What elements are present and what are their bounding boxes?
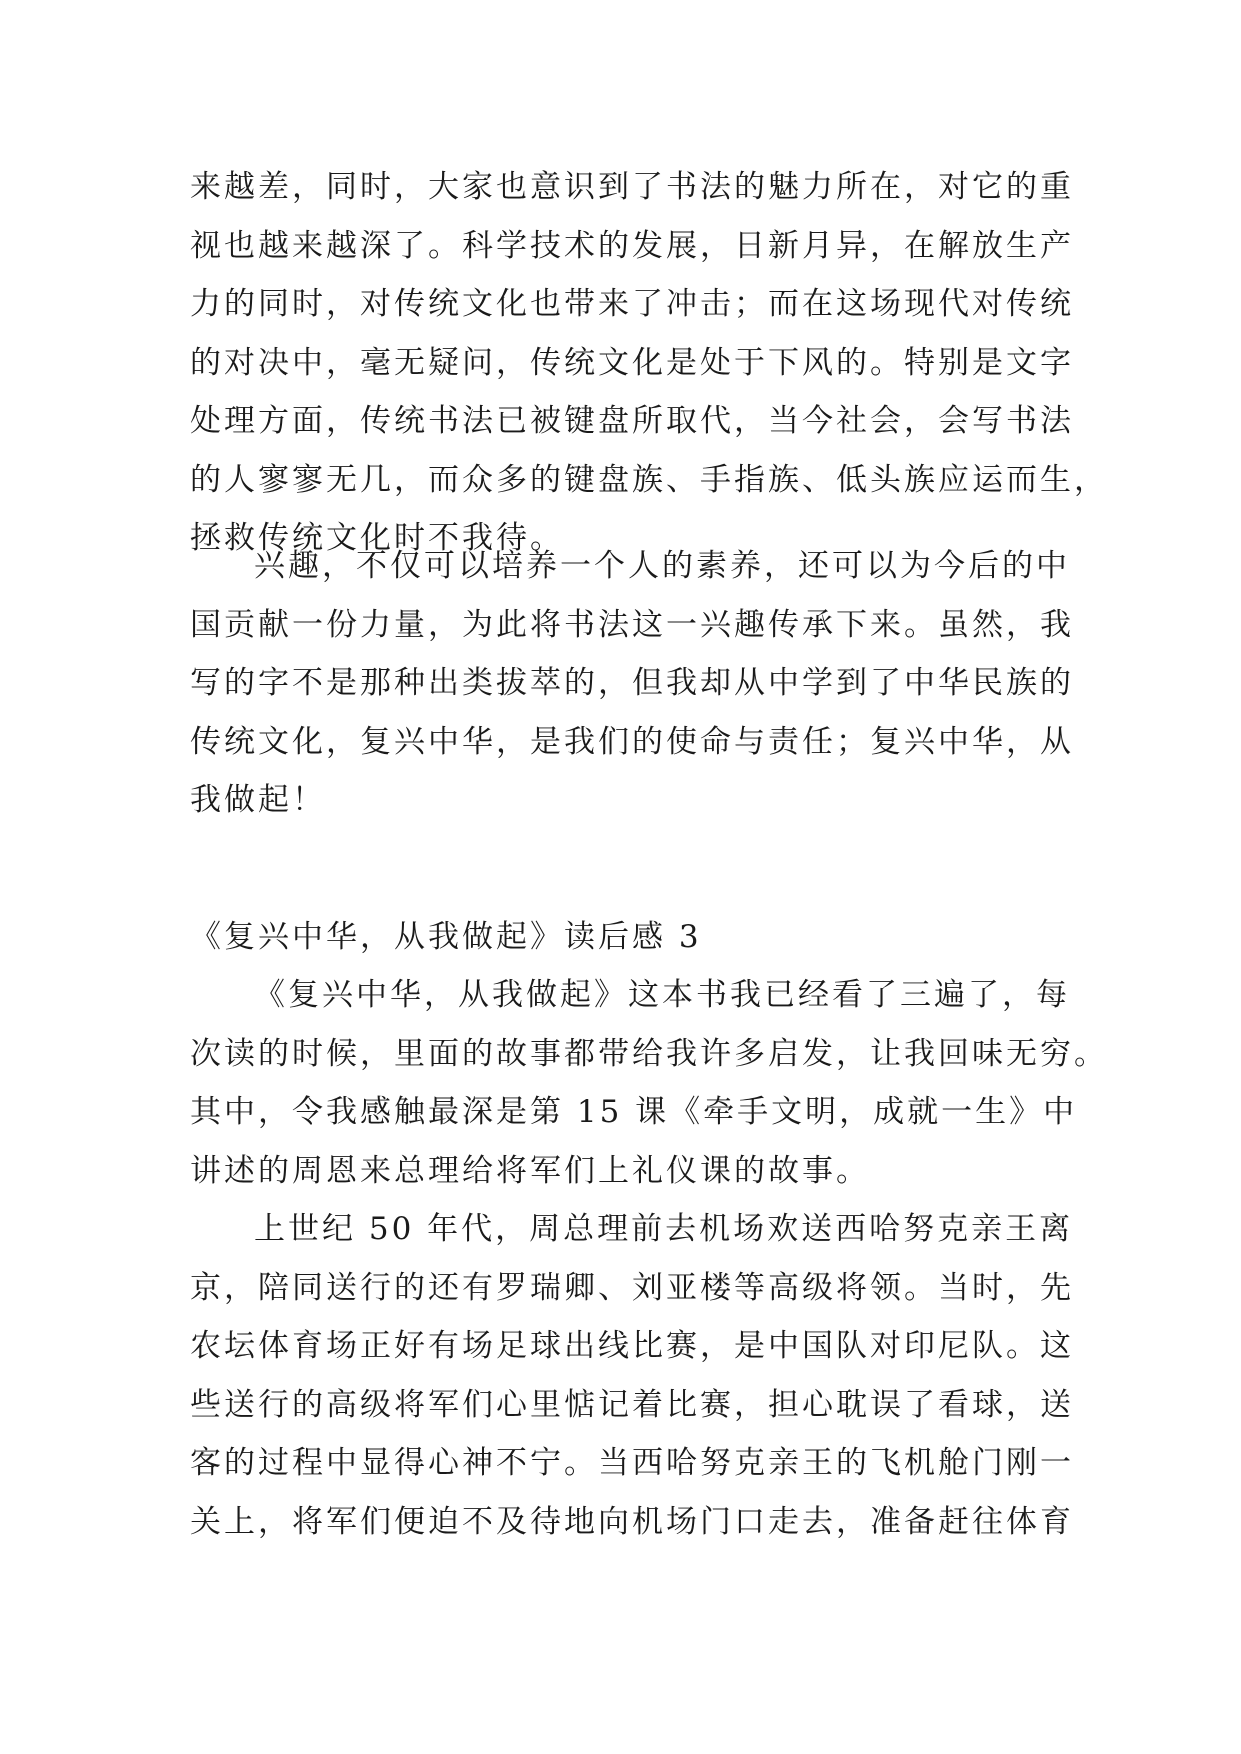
paragraph-calligraphy-continuation [190, 158, 1108, 568]
text-line: 关上，将军们便迫不及待地向机场门口走去，准备赶往体育 [190, 1503, 1074, 1540]
text-line: 上世纪 50 年代，周总理前去机场欢送西哈努克亲王离 [254, 1211, 1074, 1247]
text-line: 的人寥寥无几，而众多的键盘族、手指族、低头族应运而生， [190, 461, 1108, 498]
text-line: 视也越来越深了。科学技术的发展，日新月异，在解放生产 [190, 227, 1074, 264]
text-line: 客的过程中显得心神不宁。当西哈努克亲王的飞机舱门刚一 [190, 1445, 1074, 1481]
text-line: 写的字不是那种出类拔萃的，但我却从中学到了中华民族的 [190, 665, 1074, 701]
text-line: 力的同时，对传统文化也带来了冲击；而在这场现代对传统 [190, 286, 1074, 322]
text-line: 我做起！ [190, 782, 326, 818]
text-line: 传统文化，复兴中华，是我们的使命与责任；复兴中华，从 [190, 723, 1074, 760]
text-line: 讲述的周恩来总理给将军们上礼仪课的故事。 [190, 1152, 870, 1189]
text-line: 兴趣，不仅可以培养一个人的素养，还可以为今后的中 [254, 548, 1070, 584]
text-line: 农坛体育场正好有场足球出线比赛，是中国队对印尼队。这 [190, 1328, 1074, 1364]
text-line: 拯救传统文化时不我待。 [190, 520, 564, 556]
text-line: 京，陪同送行的还有罗瑞卿、刘亚楼等高级将领。当时，先 [190, 1269, 1074, 1306]
paragraph-book-intro [190, 966, 1108, 1200]
text-line: 次读的时候，里面的故事都带给我许多启发，让我回味无穷。 [190, 1035, 1108, 1072]
text-line: 国贡献一份力量，为此将书法这一兴趣传承下来。虽然，我 [190, 606, 1074, 643]
paragraph-story [190, 1200, 1074, 1551]
section-title: 《复兴中华，从我做起》读后感 3 [190, 919, 702, 955]
text-line: 的对决中，毫无疑问，传统文化是处于下风的。特别是文字 [190, 344, 1074, 381]
text-line: 来越差，同时，大家也意识到了书法的魅力所在，对它的重 [190, 169, 1074, 205]
paragraph-interest [190, 537, 1074, 830]
text-line: 些送行的高级将军们心里惦记着比赛，担心耽误了看球，送 [190, 1386, 1074, 1423]
text-line: 其中，令我感触最深是第 15 课《牵手文明，成就一生》中 [190, 1094, 1078, 1130]
text-line: 《复兴中华，从我做起》这本书我已经看了三遍了，每 [254, 977, 1070, 1013]
section-reflection-3 [190, 908, 1108, 1551]
text-line: 处理方面，传统书法已被键盘所取代，当今社会，会写书法 [190, 403, 1074, 439]
